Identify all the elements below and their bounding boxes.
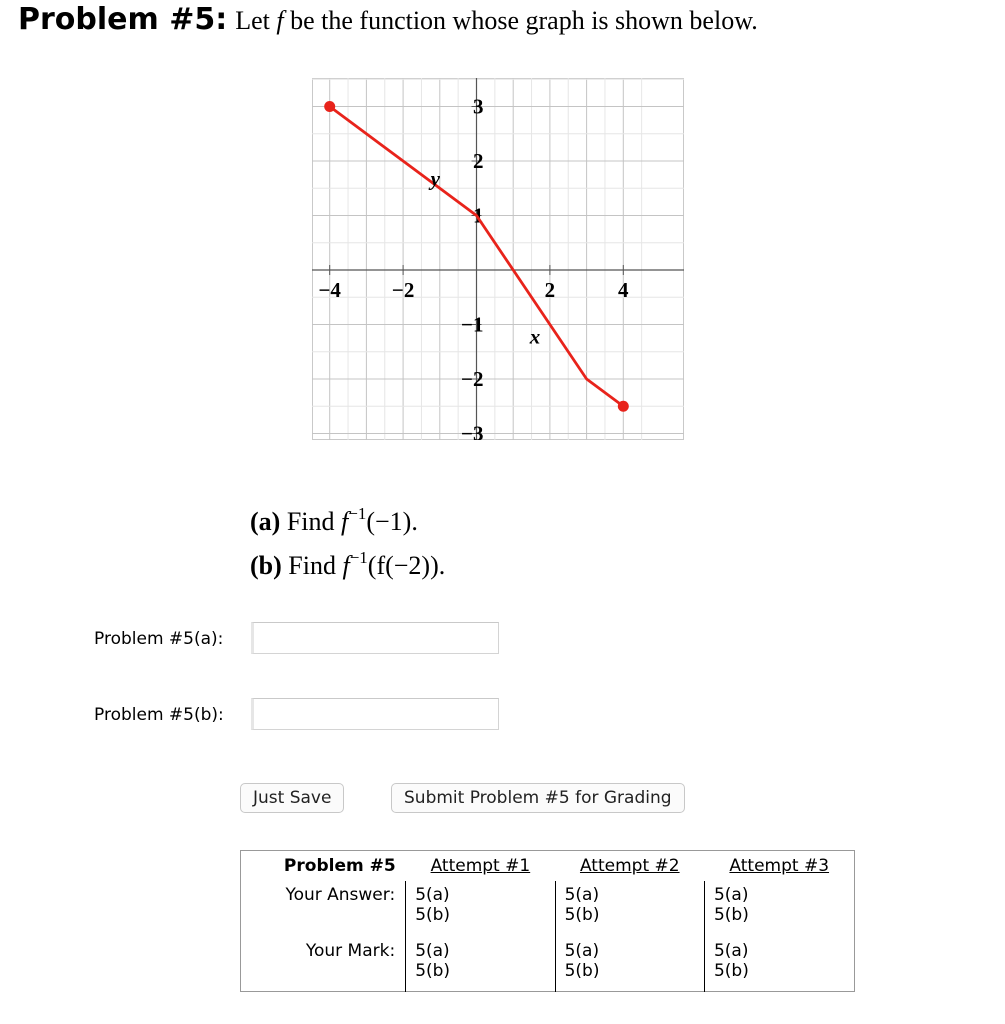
attempt-3-header[interactable] — [704, 851, 854, 882]
mark-cell-2: 5(a) 5(b) — [555, 933, 704, 992]
attempt-2-link[interactable]: Attempt #2 — [579, 856, 680, 876]
x-axis-label: x — [529, 324, 541, 349]
grid-border — [313, 79, 684, 440]
y-tick-label: 3 — [473, 94, 484, 119]
mark-cell-1: 5(a) 5(b) — [406, 933, 555, 992]
answer-cell-2: 5(a) 5(b) — [555, 881, 704, 933]
graph-axes — [312, 78, 684, 440]
graph-grid — [312, 78, 684, 440]
y-tick-label: −3 — [461, 421, 484, 440]
tick-labels — [318, 95, 629, 441]
submit-grading-button[interactable]: Submit Problem #5 for Grading — [391, 783, 685, 813]
y-axis-label: y — [430, 166, 440, 191]
attempt-2-header[interactable] — [555, 851, 704, 882]
your-answer-label: Your Answer: — [285, 885, 396, 905]
x-tick-label: −2 — [391, 278, 415, 302]
problem-number: Problem #5: — [18, 2, 228, 37]
problem-intro: Let f be the function whose graph is shown below. — [235, 6, 758, 35]
question-a: (a) Find $f^{-1}(-1)$. — [250, 504, 418, 536]
x-tick-label: 4 — [618, 278, 629, 302]
attempt-3-link[interactable]: Attempt #3 — [729, 856, 830, 876]
y-tick-label: −1 — [461, 312, 484, 337]
answer-cell-3: 5(a) 5(b) — [704, 881, 854, 933]
attempt-1-link[interactable]: Attempt #1 — [430, 856, 531, 876]
x-tick-label: 2 — [544, 278, 556, 302]
y-tick-label: −2 — [461, 367, 484, 391]
endpoint-left — [324, 101, 335, 112]
function-graph — [312, 78, 684, 440]
answer-label-b: Problem #5(b): — [94, 705, 224, 725]
mark-cell-3: 5(a) 5(b) — [704, 933, 854, 992]
answer-input-b[interactable] — [251, 698, 499, 730]
y-tick-label: 2 — [473, 149, 484, 173]
question-b: (b) Find $f^{-1}(f(-2))$. — [250, 548, 446, 580]
x-tick-label: −4 — [318, 278, 341, 302]
answer-cell-1: 5(a) 5(b) — [406, 881, 555, 933]
answer-label-a: Problem #5(a): — [94, 629, 224, 649]
endpoint-right — [618, 401, 629, 412]
just-save-button[interactable]: Just Save — [240, 783, 344, 813]
question-list — [250, 505, 445, 593]
your-mark-label: Your Mark: — [305, 941, 396, 961]
attempts-table — [240, 850, 855, 992]
y-tick-label: 1 — [473, 203, 484, 228]
problem-header — [18, 2, 758, 37]
answer-input-a[interactable] — [251, 622, 499, 654]
table-corner: Problem #5 — [283, 856, 396, 876]
attempt-1-header[interactable] — [406, 851, 555, 882]
